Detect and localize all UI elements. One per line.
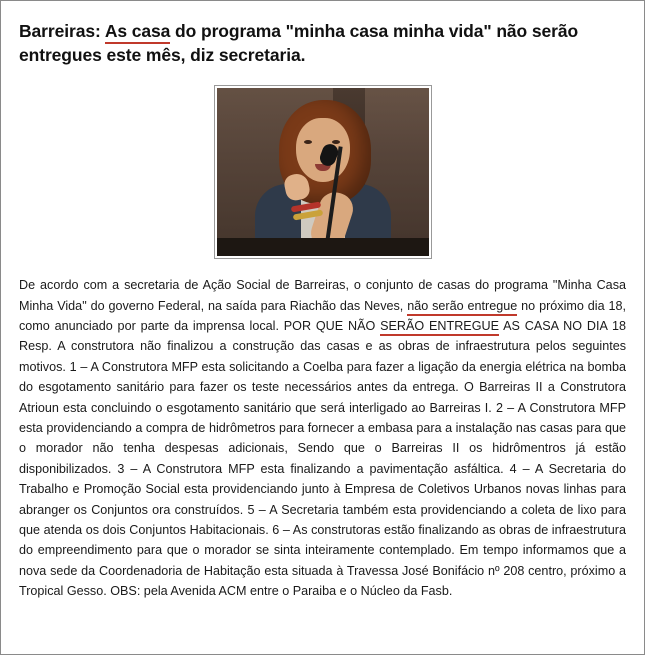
photo-table (217, 238, 429, 256)
page-title (19, 19, 626, 67)
headline-rest: do programa "minha casa minha vida" não serão entregues este mês, diz secretaria. (19, 21, 579, 66)
headline-underlined-phrase: As casa (105, 21, 170, 44)
body-underlined-phrase-1: não serão entregue (407, 299, 517, 316)
body-segment-3: AS CASA NO DIA 18 Resp. A construtora não finalizou a construção das casas e as obras de infraestrutura pelos seguintes motivos. 1 – A Construtora MFP esta solicitando a Coelba para fazer a ligação da energia elétrica na bomba do esgotamento sanitário para fazer os teste necessários antes da entrega. O Barreiras II a Construtora Atrioun esta concluindo o esgotamento sanitário que será interligado ao Barreiras I. 2 – A Construtora MFP esta providenciando a compra de hidrômetros para fornecer a embasa para a instalação nas casas para que o morador não tenha despesas adicionais, Sendo que o Barreiras II os hidrômentros já estão disponibilizados. 3 – A Construtora MFP esta finalizando a pavimentação asfáltica. 4 – A Secretaria do Trabalho e Promoção Social esta providenciando junto à Empresa de Coletivos Urbanos novas linhas para abranger os Conjuntos ora construídos. 5 – A Secretaria também esta providenciando a coleta de lixo para que atenda os dois Conjuntos Habitacionais. 6 – As construtoras estão finalizando as obras de infraestrutura do empreendimento para que o morador se sinta inteiramente contemplado. Em tempo informamos que a nova sede da Coordenadoria de Habitação esta situada à Travessa José Bonifácio nº 208 centro, próximo a Tropical Gesso. OBS: pela Avenida ACM entre o Paraiba e o Núcleo da Fasb. (19, 319, 627, 599)
headline-prefix: Barreiras: (19, 21, 105, 41)
body-segment-1: De acordo com a secretaria de Ação Social de Barreiras, o conjunto de casas do programa "Minha Casa Minha Vida" do governo Federal, na saída para Riachão das Neves, (19, 278, 626, 313)
article-figure (214, 85, 432, 259)
body-underlined-phrase-2: SERÃO ENTREGUE (380, 319, 499, 336)
article-photo (217, 88, 429, 256)
body-segment-2: no próximo dia 18, como anunciado por parte da imprensa local. POR QUE NÃO (19, 298, 627, 334)
article-body (19, 275, 626, 601)
